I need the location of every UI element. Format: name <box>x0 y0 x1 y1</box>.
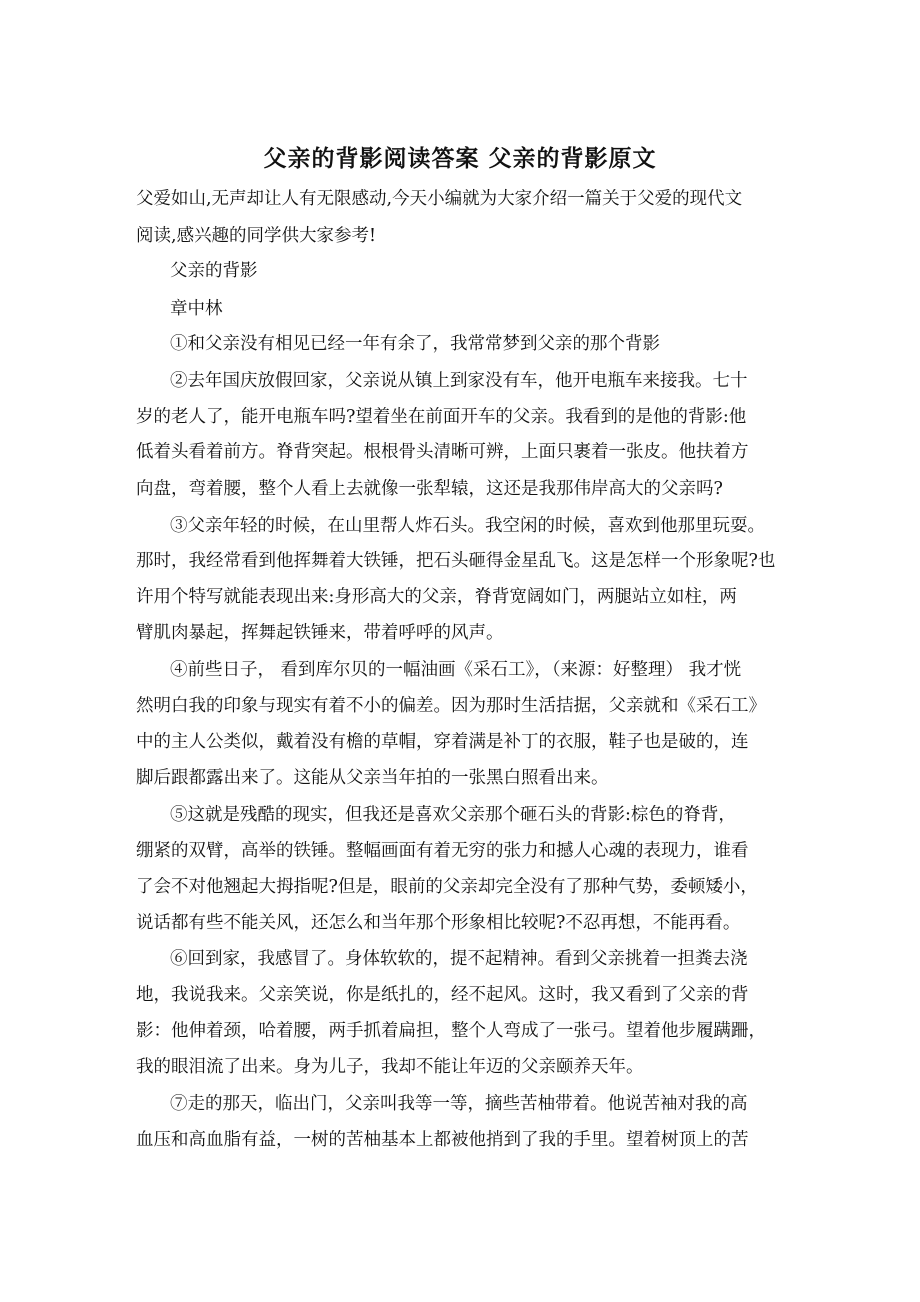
text-line: 章中林 <box>170 299 223 319</box>
text-line: ③父亲年轻的时候，在山里帮人炸石头。我空闲的时候，喜欢到他那里玩耍。 <box>170 516 765 536</box>
text-line: 父爱如山,无声却让人有无限感动,今天小编就为大家介绍一篇关于父爱的现代文 <box>136 189 743 209</box>
document-title: 父亲的背影阅读答案 父亲的背影原文 <box>263 145 657 172</box>
text-line: 低着头看着前方。脊背突起。根根骨头清晰可辨，上面只裹着一张皮。他扶着方 <box>136 442 749 462</box>
text-line: 绷紧的双臂，高举的铁锤。整幅画面有着无穷的张力和撼人心魂的表现力，谁看 <box>136 841 749 861</box>
text-line: 向盘，弯着腰，整个人看上去就像一张犁辕，这还是我那伟岸高大的父亲吗? <box>136 479 723 499</box>
text-line: ②去年国庆放假回家，父亲说从镇上到家没有车，他开电瓶车来接我。七十 <box>170 371 748 391</box>
text-line: 地，我说我来。父亲笑说，你是纸扎的，经不起风。这时，我又看到了父亲的背 <box>136 985 749 1005</box>
text-line: 我的眼泪流了出来。身为儿子，我却不能让年迈的父亲颐养天年。 <box>136 1057 644 1077</box>
text-line: ⑤这就是残酷的现实，但我还是喜欢父亲那个砸石头的背影:棕色的脊背， <box>170 805 736 825</box>
text-line: 影：他伸着颈，哈着腰，两手抓着扁担，整个人弯成了一张弓。望着他步履蹒跚， <box>136 1021 766 1041</box>
text-line: 那时，我经常看到他挥舞着大铁锤，把石头砸得金星乱飞。这是怎样一个形象呢?也 <box>136 551 776 571</box>
text-line: 说话都有些不能关风，还怎么和当年那个形象相比较呢?不忍再想，不能再看。 <box>136 913 741 933</box>
text-line: ④前些日子， 看到库尔贝的一幅油画《采石工》，（来源：好整理） 我才恍 <box>170 660 742 680</box>
text-line: 然明白我的印象与现实有着不小的偏差。因为那时生活拮据，父亲就和《采石工》 <box>136 696 766 716</box>
text-line: ①和父亲没有相见已经一年有余了，我常常梦到父亲的那个背影 <box>170 334 660 354</box>
text-line: 臂肌肉暴起，挥舞起铁锤来，带着呼呼的风声。 <box>136 623 504 643</box>
text-line: 许用个特写就能表现出来:身形高大的父亲，脊背宽阔如门，两腿站立如柱，两 <box>136 587 737 607</box>
text-line: 血压和高血脂有益，一树的苦柚基本上都被他捎到了我的手里。望着树顶上的苦 <box>136 1130 749 1150</box>
text-line: 脚后跟都露出来了。这能从父亲当年拍的一张黑白照看出来。 <box>136 768 609 788</box>
text-line: 中的主人公类似，戴着没有檐的草帽，穿着满是补丁的衣服，鞋子也是破的，连 <box>136 732 749 752</box>
text-line: 岁的老人了，能开电瓶车吗?望着坐在前面开车的父亲。我看到的是他的背影:他 <box>136 407 747 427</box>
text-line: 阅读,感兴趣的同学供大家参考! <box>136 226 377 246</box>
text-line: 了会不对他翘起大拇指呢?但是，眼前的父亲却完全没有了那种气势，委顿矮小， <box>136 877 758 897</box>
text-line: 父亲的背影 <box>170 261 258 281</box>
text-line: ⑦走的那天，临出门，父亲叫我等一等，摘些苦柚带着。他说苦袖对我的高 <box>170 1094 748 1114</box>
text-line: ⑥回到家，我感冒了。身体软软的，提不起精神。看到父亲挑着一担粪去浇 <box>170 949 748 969</box>
